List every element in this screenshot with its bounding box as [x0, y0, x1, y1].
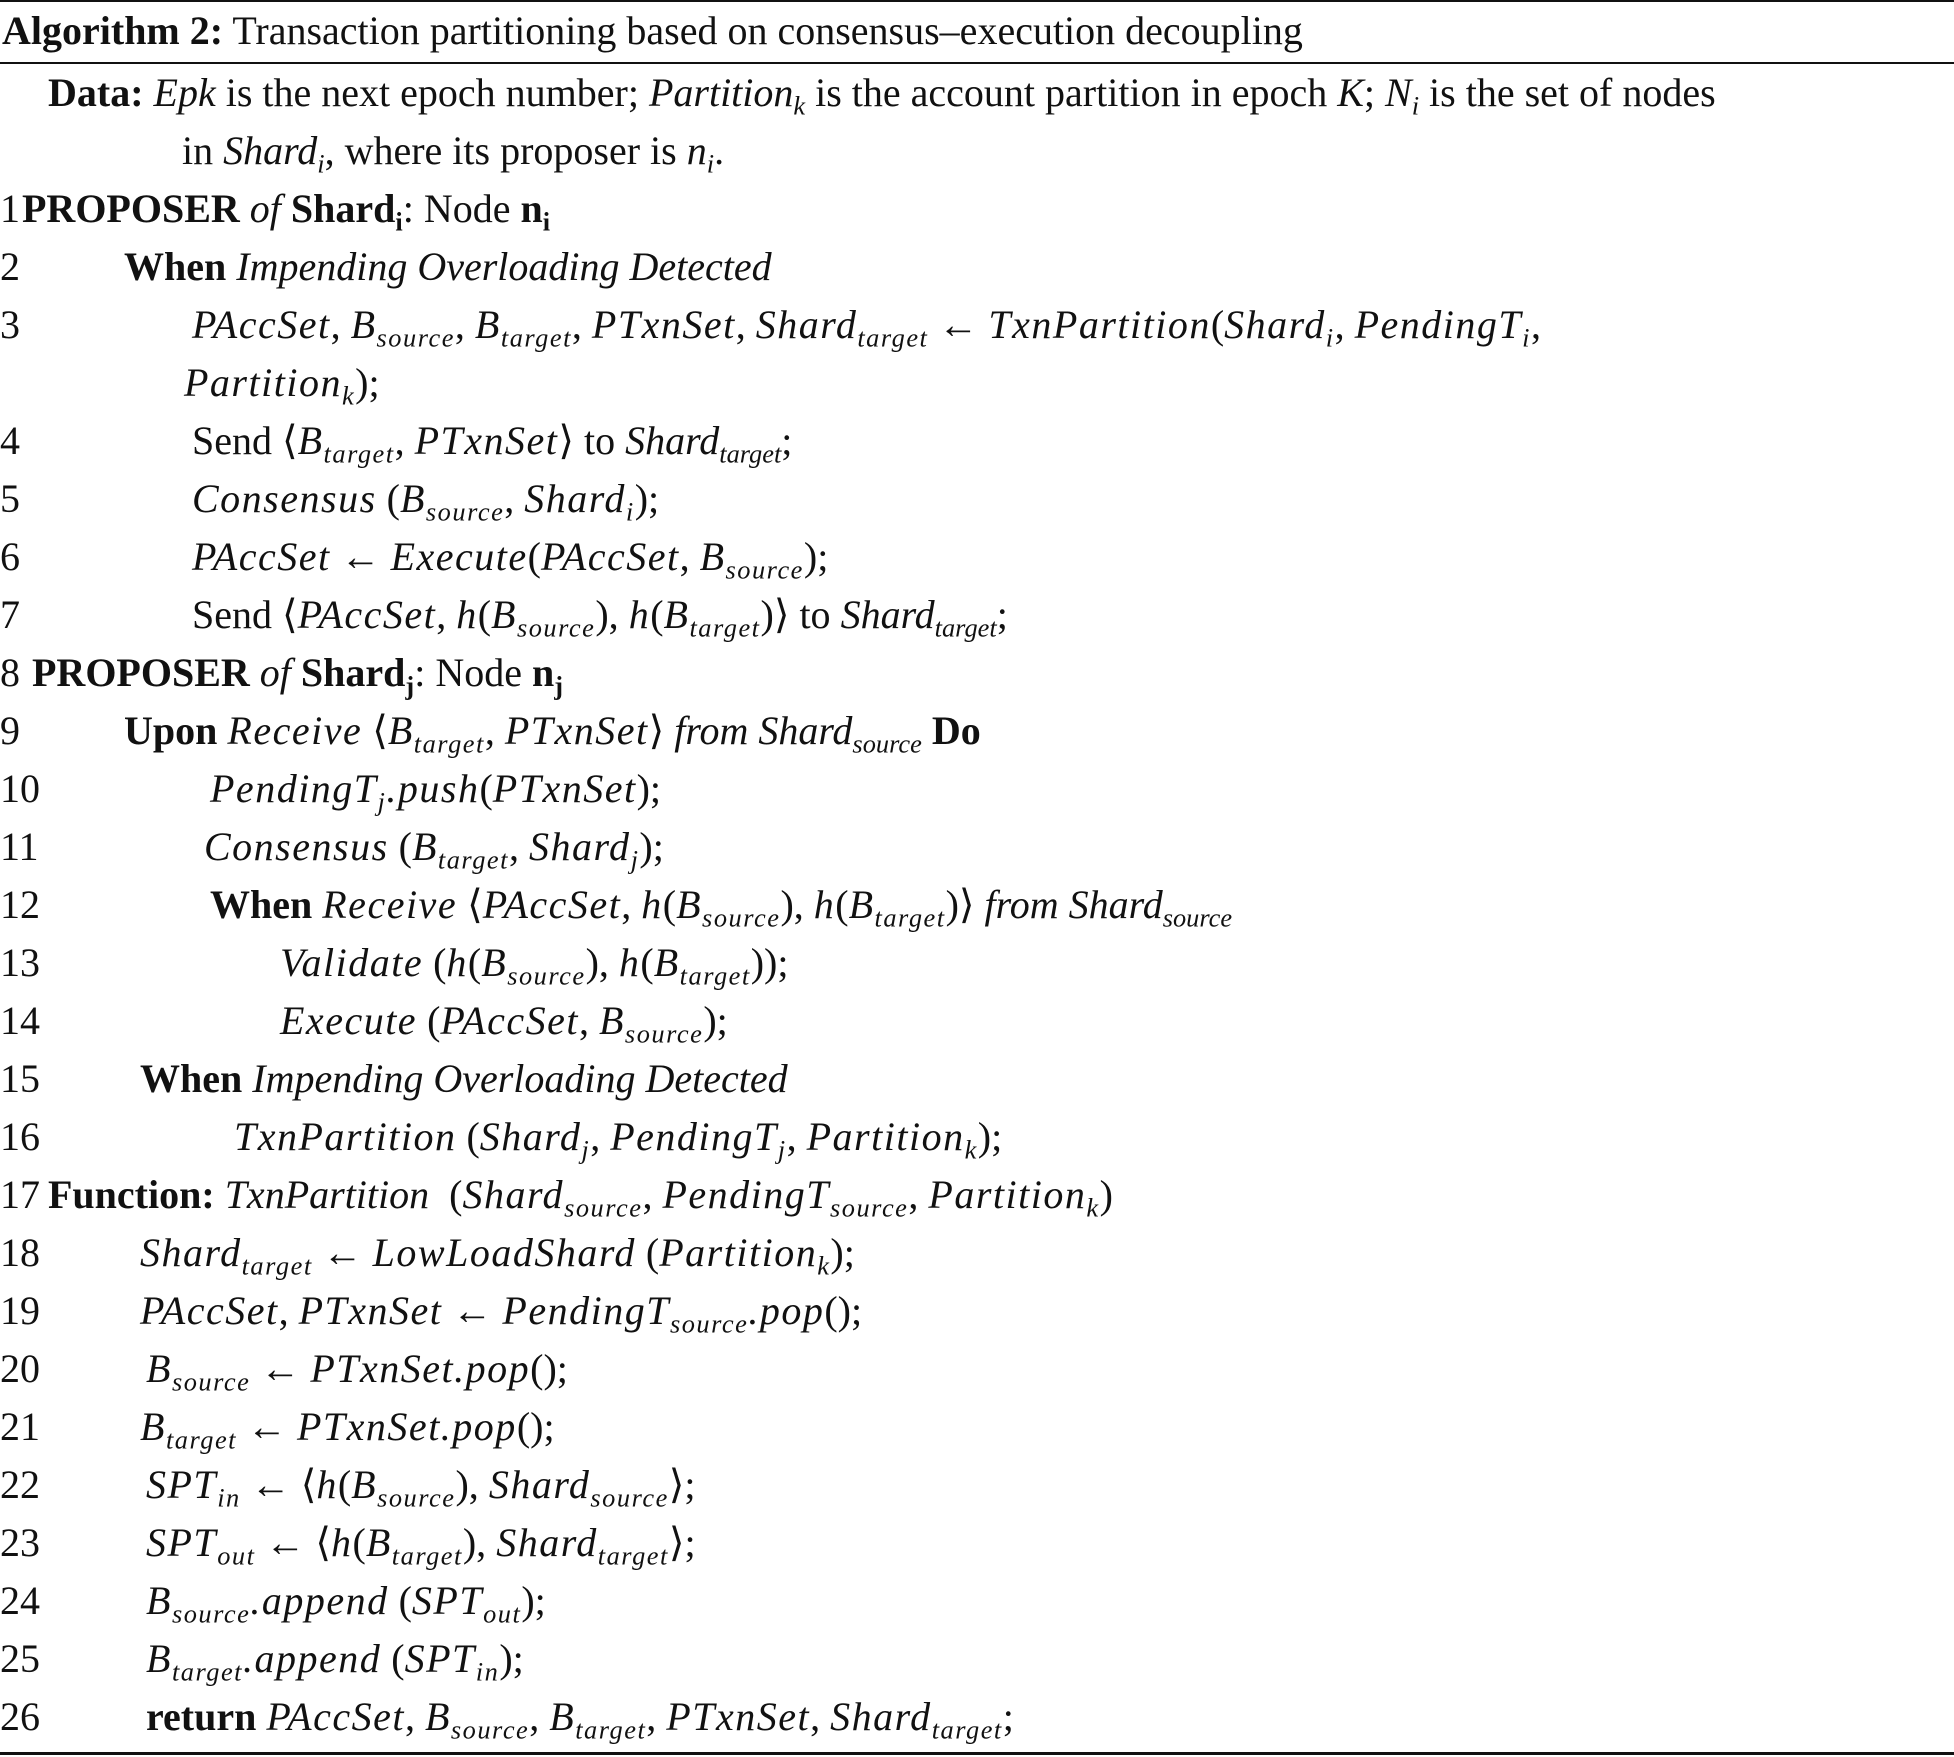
line-number: 5	[0, 476, 20, 521]
line-number: 23	[0, 1520, 40, 1565]
line-number: 9	[0, 708, 20, 753]
line-number: 17	[0, 1172, 40, 1217]
line-code: Consensus ($B_{target}$, Shard$_j$);	[204, 824, 664, 875]
algorithm-line	[0, 1050, 1954, 1108]
line-code: When Impending Overloading Detected	[124, 244, 772, 289]
line-number: 3	[0, 302, 20, 347]
line-code: When Impending Overloading Detected	[140, 1056, 788, 1101]
line-code: $B_{source}.append$ $(SPT_{out})$;	[146, 1578, 546, 1629]
algorithm-line	[0, 992, 1954, 1050]
algorithm-line	[0, 1282, 1954, 1340]
line-number: 15	[0, 1056, 40, 1101]
algorithm-line	[0, 760, 1954, 818]
algorithm-line	[0, 296, 1954, 354]
line-number: 20	[0, 1346, 40, 1391]
line-number: 16	[0, 1114, 40, 1159]
algorithm-line	[0, 644, 1954, 702]
algorithm-line	[0, 238, 1954, 296]
line-code: Upon Receive $⟨B_{target}$, PTxnSet⟩ from Shard$_{source}$ Do	[124, 708, 981, 759]
line-number: 8	[0, 650, 20, 695]
bottom-rule	[0, 1752, 1954, 1755]
algorithm-line	[0, 470, 1954, 528]
algorithm-line	[0, 1456, 1954, 1514]
line-code: Shard$_{target}$ ← LowLoadShard (Partition$_k$);	[140, 1230, 855, 1281]
algorithm-line	[0, 1630, 1954, 1688]
algorithm-line	[0, 1108, 1954, 1166]
data-description-line-2	[182, 122, 724, 180]
line-code: PAccSet ← Execute(PAccSet, $B_{source}$);	[192, 534, 829, 585]
line-number: 14	[0, 998, 40, 1043]
line-code: PAccSet, $B_{source}$, $B_{target}$, PTxnSet, Shard$_{target}$ ← TxnPartition(Shard$_i$, PendingT$_i$,	[192, 302, 1541, 353]
line-code: Send ⟨PAccSet, $h(B_{source})$, $h(B_{target})⟩$ to Shard$_{target}$;	[192, 592, 1008, 643]
line-code: Consensus ($B_{source}$, Shard$_i$);	[192, 476, 660, 527]
line-number: 13	[0, 940, 40, 985]
algorithm-line	[0, 1166, 1954, 1224]
algorithm-line	[0, 1340, 1954, 1398]
algorithm-line	[0, 586, 1954, 644]
algorithm-line	[0, 528, 1954, 586]
line-number: 18	[0, 1230, 40, 1275]
line-code: $B_{target}$ ← PTxnSet.pop();	[140, 1404, 555, 1455]
algorithm-line	[0, 180, 1954, 238]
line-code: TxnPartition (Shard$_j$, PendingT$_j$, Partition$_k$);	[234, 1114, 1003, 1165]
line-code: PROPOSER of Shard$_j$: Node $n_j$	[32, 650, 564, 701]
line-number: 1	[0, 186, 20, 231]
algorithm-line	[0, 934, 1954, 992]
line-code: When Receive ⟨PAccSet, $h(B_{source})$, $h(B_{target})⟩$ from Shard$_{source}$	[210, 882, 1233, 933]
algorithm-line	[0, 876, 1954, 934]
algorithm-line	[0, 702, 1954, 760]
algorithm-title	[2, 2, 1942, 60]
line-code: PendingT$_j$.push(PTxnSet);	[210, 766, 662, 817]
algorithm-caption: Transaction partitioning based on consensus–execution decoupling	[232, 8, 1303, 53]
line-number: 22	[0, 1462, 40, 1507]
line-number: 6	[0, 534, 20, 579]
line-code: $SPT_{in}$ ← $⟨h(B_{source})$, Shard$_{source}$⟩;	[146, 1462, 696, 1513]
data-label: Data:	[48, 70, 144, 115]
line-code: Send $⟨B_{target}$, PTxnSet⟩ to Shard$_{target}$;	[192, 418, 793, 469]
line-number: 12	[0, 882, 40, 927]
line-number: 4	[0, 418, 20, 463]
line-number: 7	[0, 592, 20, 637]
data-text-2: in Shard$_i$, where its proposer is $n_i$.	[182, 128, 725, 179]
line-code: $SPT_{out}$ ← $⟨h(B_{target})$, Shard$_{target}$⟩;	[146, 1520, 696, 1571]
line-code: Validate ($h(B_{source})$, $h(B_{target})$);	[280, 940, 789, 991]
algorithm-line	[0, 354, 1954, 412]
algorithm-line	[0, 1224, 1954, 1282]
algorithm-line	[0, 1398, 1954, 1456]
algorithm-line	[0, 1572, 1954, 1630]
line-number: 19	[0, 1288, 40, 1333]
line-number: 21	[0, 1404, 40, 1449]
line-number: 26	[0, 1694, 40, 1739]
line-code: Partition$_k$);	[184, 360, 380, 411]
data-description-line-1	[48, 64, 1716, 122]
line-code: Function: TxnPartition (Shard$_{source}$, PendingT$_{source}$, Partition$_k$)	[48, 1172, 1113, 1223]
line-code: PAccSet, PTxnSet ← PendingT$_{source}$.pop();	[140, 1288, 863, 1339]
algorithm-line	[0, 818, 1954, 876]
algorithm-label: Algorithm 2:	[2, 8, 224, 53]
algorithm-line	[0, 412, 1954, 470]
line-code: return PAccSet, $B_{source}$, $B_{target}$, PTxnSet, Shard$_{target}$;	[146, 1694, 1014, 1745]
line-code: PROPOSER of Shard$_i$: Node $n_i$	[22, 186, 551, 237]
data-text-1: Epk is the next epoch number; Partition$_k$ is the account partition in epoch K; $N_i$ is the set of nodes	[153, 70, 1716, 121]
line-number: 25	[0, 1636, 40, 1681]
algorithm-line	[0, 1514, 1954, 1572]
line-number: 10	[0, 766, 40, 811]
line-number: 2	[0, 244, 20, 289]
line-code: $B_{source}$ ← PTxnSet.pop();	[146, 1346, 568, 1397]
line-number: 24	[0, 1578, 40, 1623]
line-code: Execute (PAccSet, $B_{source}$);	[280, 998, 728, 1049]
line-code: $B_{target}.append$ $(SPT_{in})$;	[146, 1636, 524, 1687]
algorithm-line	[0, 1688, 1954, 1746]
line-number: 11	[0, 824, 39, 869]
